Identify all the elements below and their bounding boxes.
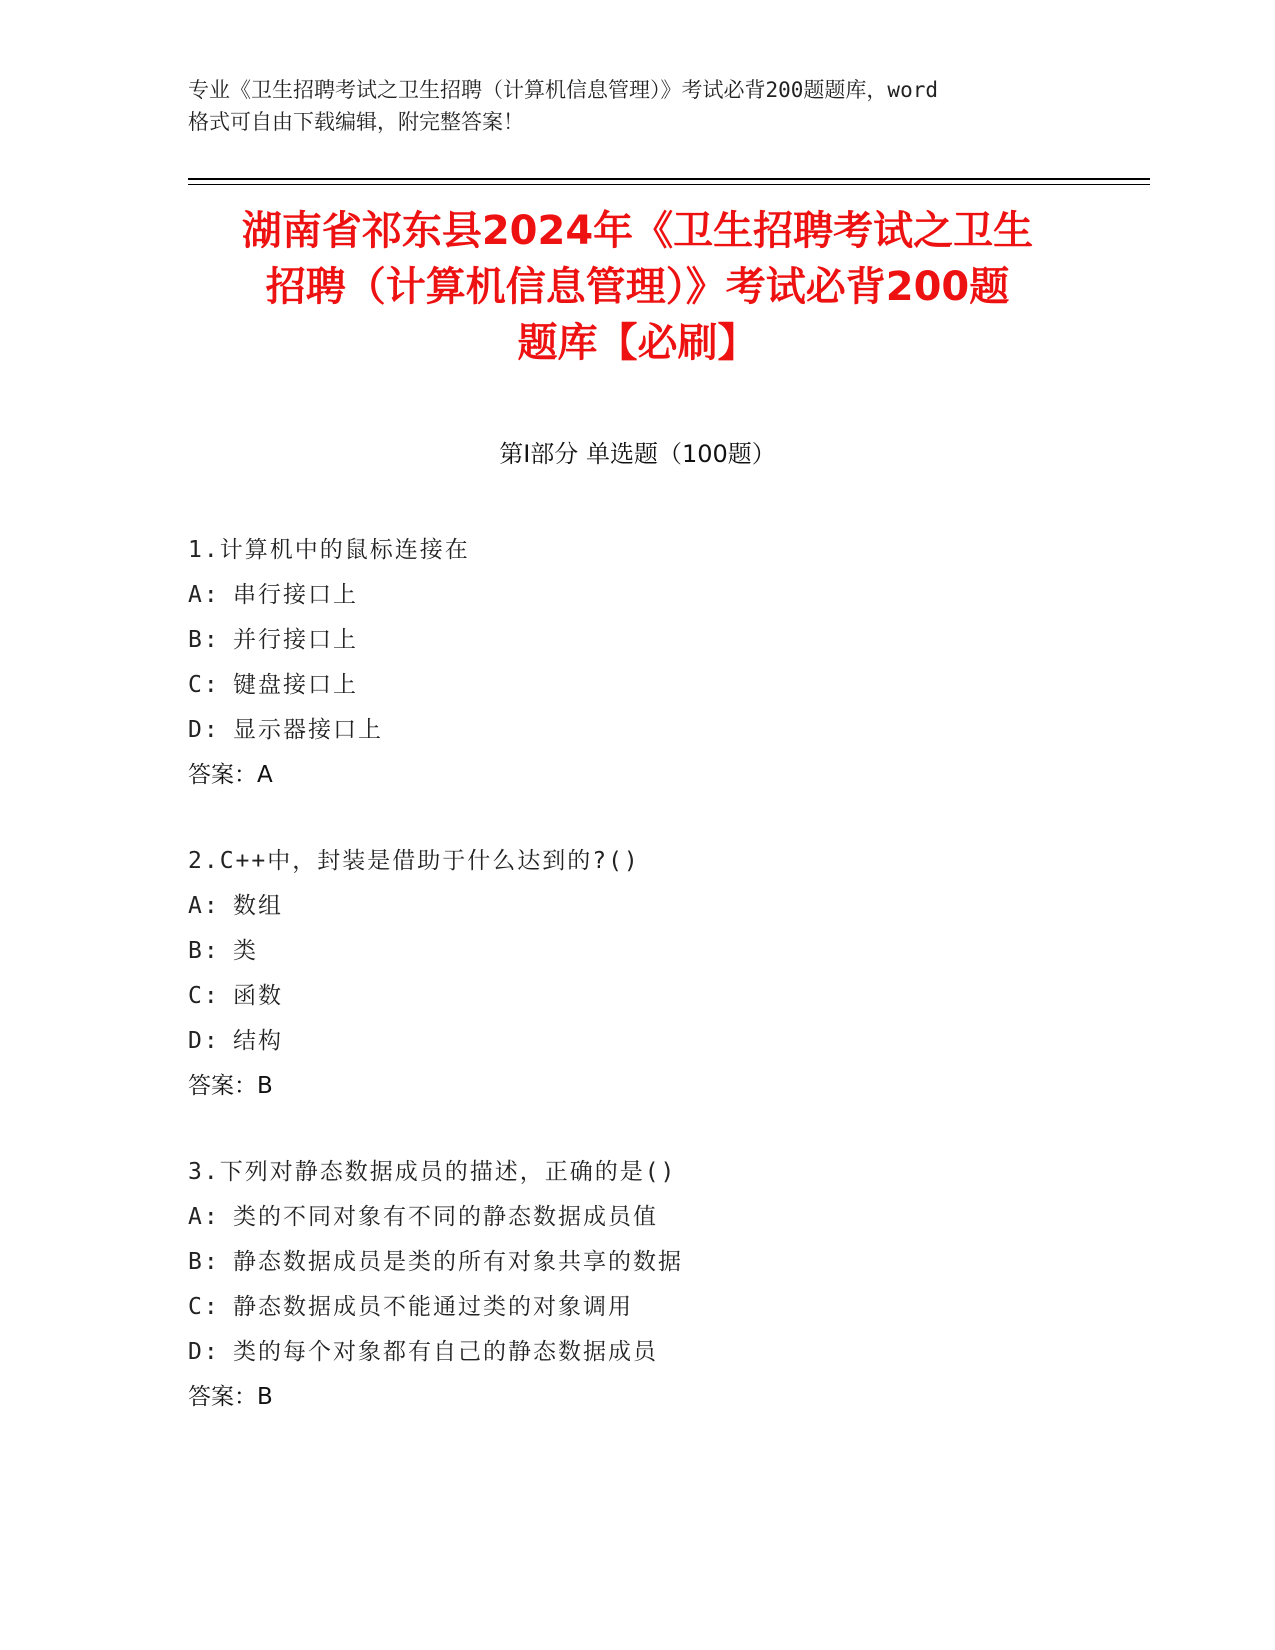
- option-letter: D:: [188, 1028, 220, 1054]
- option-text: 显示器接口上: [233, 717, 383, 743]
- option-letter: C:: [188, 983, 220, 1009]
- question-item: [188, 1150, 1148, 1420]
- question-stem: 1.计算机中的鼠标连接在: [188, 537, 470, 563]
- option-c: [188, 663, 1148, 708]
- option-d: [188, 1019, 1148, 1064]
- option-text: 函数: [233, 983, 283, 1009]
- option-letter: A:: [188, 1204, 220, 1230]
- question-list: [188, 528, 1148, 1461]
- option-letter: C:: [188, 672, 220, 698]
- option-b: [188, 618, 1148, 663]
- option-b: [188, 929, 1148, 974]
- option-text: 串行接口上: [233, 582, 358, 608]
- question-stem: 3.下列对静态数据成员的描述，正确的是(): [188, 1159, 677, 1185]
- option-letter: A:: [188, 893, 220, 919]
- option-letter: A:: [188, 582, 220, 608]
- option-letter: C:: [188, 1294, 220, 1320]
- answer-key: 答案：A: [188, 762, 273, 788]
- answer-key: 答案：B: [188, 1384, 273, 1410]
- option-text: 类的不同对象有不同的静态数据成员值: [233, 1204, 658, 1230]
- document-title-line-2: 招聘（计算机信息管理）》考试必背200题: [265, 264, 1010, 310]
- answer-key: 答案：B: [188, 1073, 273, 1099]
- header-note: [188, 74, 1088, 138]
- question-item: [188, 528, 1148, 798]
- option-letter: D:: [188, 1339, 220, 1365]
- question-stem: 2.C++中，封装是借助于什么达到的?(): [188, 848, 640, 874]
- document-title-line-1: 湖南省祁东县2024年《卫生招聘考试之卫生: [241, 208, 1034, 254]
- section-heading: 第Ⅰ部分 单选题（100题）: [499, 440, 776, 468]
- question-item: [188, 839, 1148, 1109]
- option-a: [188, 573, 1148, 618]
- option-a: [188, 884, 1148, 929]
- option-text: 并行接口上: [233, 627, 358, 653]
- option-letter: B:: [188, 1249, 220, 1275]
- option-text: 结构: [233, 1028, 283, 1054]
- option-text: 数组: [233, 893, 283, 919]
- option-letter: B:: [188, 938, 220, 964]
- option-text: 类: [233, 938, 258, 964]
- option-c: [188, 974, 1148, 1019]
- document-title-line-3: 题库【必刷】: [517, 320, 758, 366]
- header-note-line-2: 格式可自由下载编辑，附完整答案！: [188, 110, 524, 134]
- option-b: [188, 1240, 1148, 1285]
- option-d: [188, 708, 1148, 753]
- option-text: 静态数据成员是类的所有对象共享的数据: [233, 1249, 683, 1275]
- header-divider-thin: [188, 184, 1150, 185]
- option-a: [188, 1195, 1148, 1240]
- document-title: [150, 203, 1125, 371]
- header-divider-thick: [188, 178, 1150, 180]
- option-d: [188, 1330, 1148, 1375]
- option-letter: D:: [188, 717, 220, 743]
- option-text: 静态数据成员不能通过类的对象调用: [233, 1294, 633, 1320]
- header-note-line-1: 专业《卫生招聘考试之卫生招聘（计算机信息管理）》考试必背200题题库，word: [188, 78, 938, 102]
- option-text: 类的每个对象都有自己的静态数据成员: [233, 1339, 658, 1365]
- option-c: [188, 1285, 1148, 1330]
- option-text: 键盘接口上: [233, 672, 358, 698]
- option-letter: B:: [188, 627, 220, 653]
